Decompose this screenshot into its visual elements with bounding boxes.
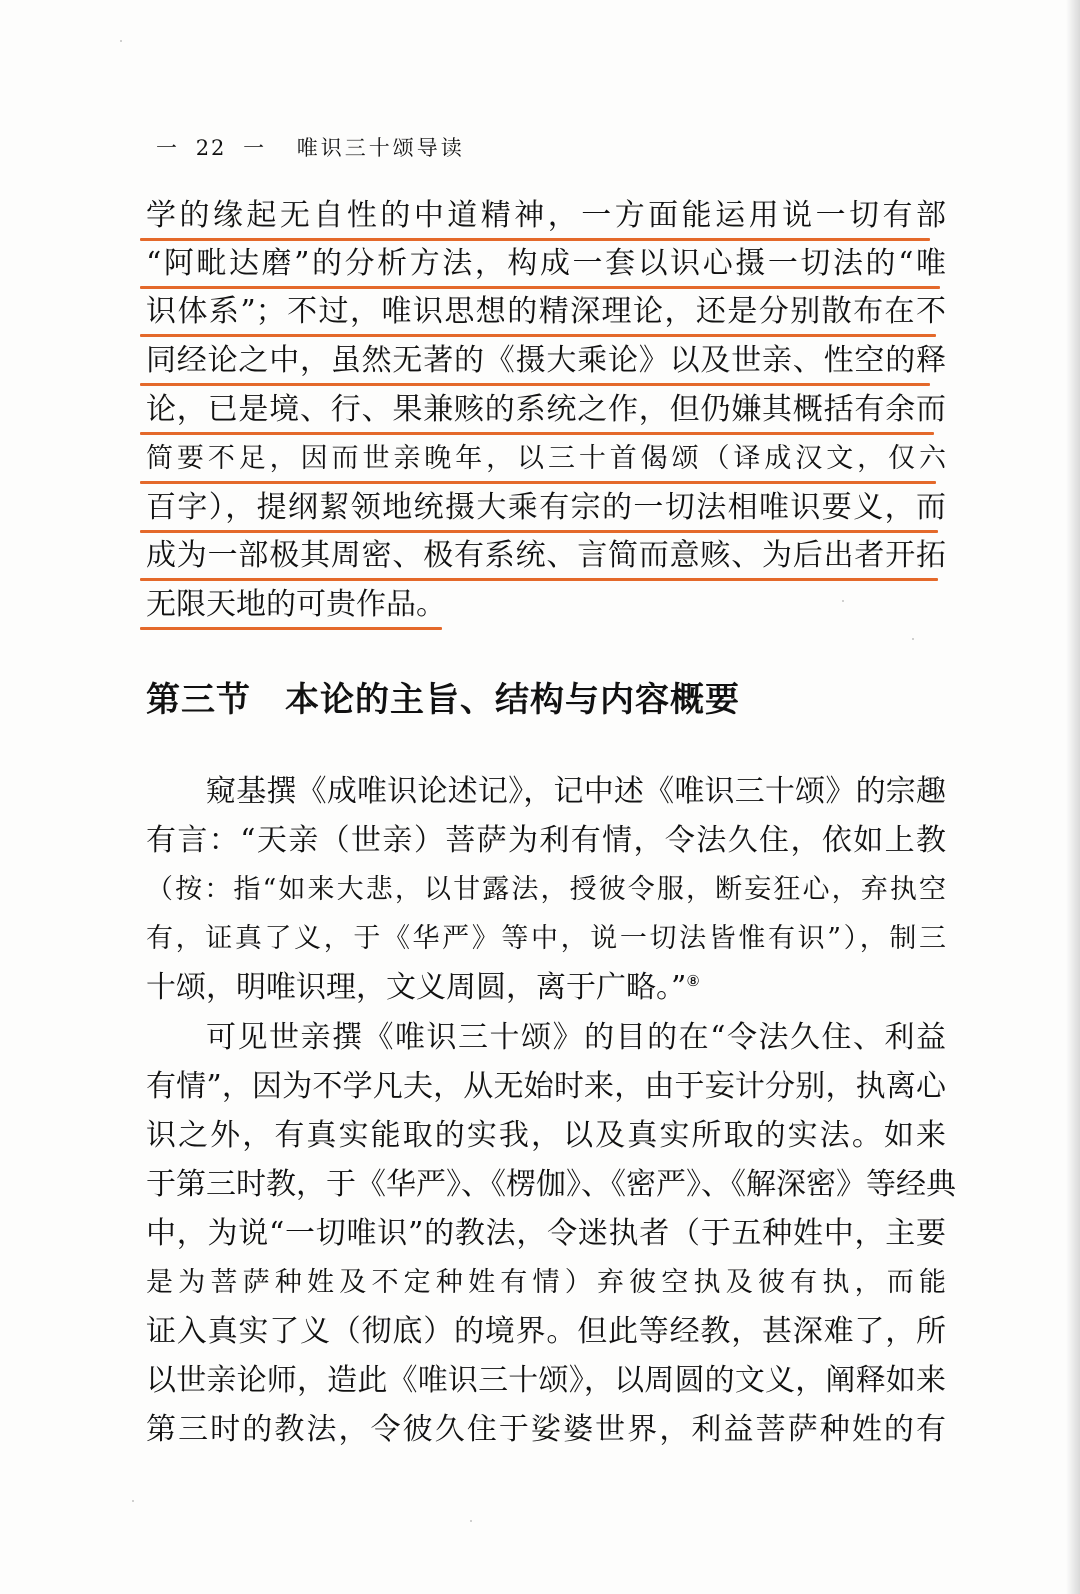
- orange-underline: [140, 383, 930, 386]
- text-line: 中，为说“一切唯识”的教法，令迷执者（于五种姓中，主要: [146, 1216, 946, 1251]
- text-line: 有情”，因为不学凡夫，从无始时来，由于妄计分别，执离心: [146, 1069, 946, 1104]
- text-line: 识之外，有真实能取的实我，以及真实所取的实法。如来: [146, 1118, 946, 1153]
- scan-speck: [132, 1500, 134, 1502]
- text-line: 证入真实了义（彻底）的境界。但此等经教，甚深难了，所: [146, 1314, 946, 1349]
- orange-underline: [140, 334, 936, 337]
- section-number: 第三节: [146, 680, 251, 720]
- text-line: 可见世亲撰《唯识三十颂》的目的在“令法久住、利益: [206, 1020, 946, 1055]
- text-line: 是为菩萨种姓及不定种姓有情）弃彼空执及彼有执，而能: [146, 1267, 946, 1298]
- page-edge-shadow: [1066, 0, 1080, 1594]
- text-line: 窥基撰《成唯识论述记》，记中述《唯识三十颂》的宗趣: [206, 774, 946, 809]
- orange-underline: [140, 238, 930, 241]
- section-title: 本论的主旨、结构与内容概要: [285, 680, 740, 720]
- scan-speck: [912, 638, 914, 640]
- text-line: 百字），提纲絜领地统摄大乘有宗的一切法相唯识要义，而: [146, 490, 946, 525]
- text-line: 识体系”；不过，唯识思想的精深理论，还是分别散布在不: [146, 294, 946, 329]
- scan-speck: [470, 1520, 472, 1522]
- text-line: 以世亲论师，造此《唯识三十颂》，以周圆的文义，阐释如来: [146, 1363, 946, 1398]
- orange-underline: [140, 627, 442, 630]
- orange-underline: [140, 578, 938, 581]
- orange-underline: [140, 530, 938, 533]
- orange-underline: [140, 286, 940, 289]
- scan-speck: [842, 600, 844, 602]
- text-line: 于第三时教，于《华严》、《楞伽》、《密严》、《解深密》等经典: [146, 1167, 956, 1202]
- text-line: “阿毗达磨”的分析方法，构成一套以识心摄一切法的“唯: [146, 246, 946, 281]
- text-line: 简要不足，因而世亲晚年，以三十首偈颂（译成汉文，仅六: [146, 443, 946, 474]
- text-line: 无限天地的可贵作品。: [146, 587, 446, 622]
- text-line: 同经论之中，虽然无著的《摄大乘论》以及世亲、性空的释: [146, 343, 946, 378]
- running-header: 一 22 一 唯识三十颂导读: [156, 136, 465, 160]
- text-line: 第三时的教法，令彼久住于娑婆世界，利益菩萨种姓的有: [146, 1412, 946, 1447]
- section-heading: [146, 672, 740, 721]
- text-line: [146, 968, 946, 1008]
- text-line: （按：指“如来大悲，以甘露法，授彼令服，断妄狂心，弃执空: [146, 874, 946, 905]
- text-line-content: 十颂，明唯识理，文义周圆，离于广略。”: [146, 970, 687, 1005]
- orange-underline: [140, 481, 936, 484]
- text-line: 有言：“天亲（世亲）菩萨为利有情，令法久住，依如上教: [146, 823, 946, 858]
- text-line: 成为一部极其周密、极有系统、言简而意赅、为后出者开拓: [146, 538, 946, 573]
- book-title: 唯识三十颂导读: [296, 136, 465, 160]
- page-number: 22: [195, 136, 227, 160]
- text-line: 有，证真了义，于《华严》等中，说一切法皆惟有识”），制三: [146, 923, 946, 954]
- text-line: 学的缘起无自性的中道精神，一方面能运用说一切有部: [146, 198, 946, 233]
- orange-underline: [140, 432, 934, 435]
- text-line: 论，已是境、行、果兼赅的系统之作，但仍嫌其概括有余而: [146, 392, 946, 427]
- footnote-marker: ⑧: [686, 972, 700, 990]
- scan-speck: [120, 40, 122, 42]
